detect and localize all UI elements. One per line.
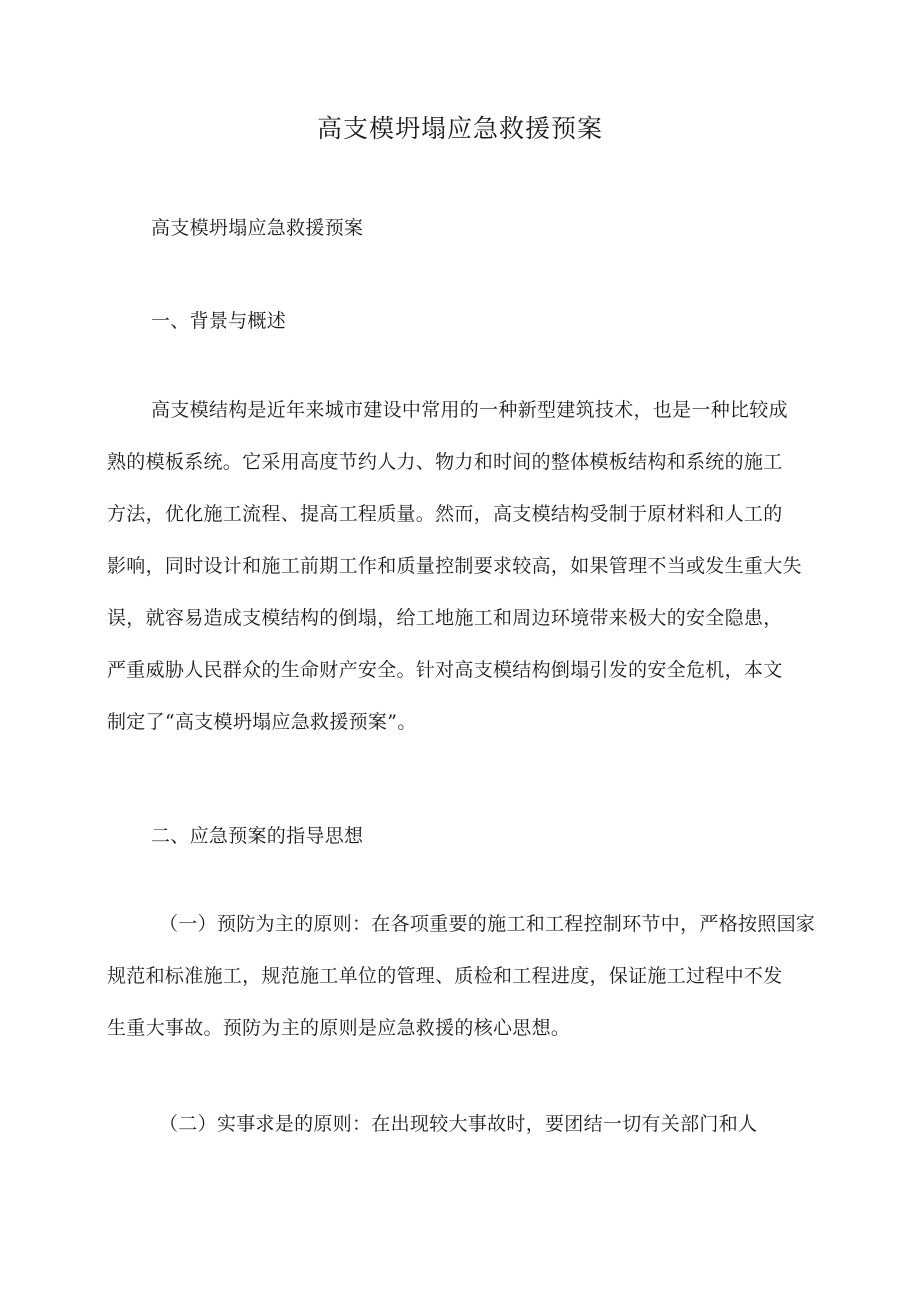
paragraph-line: 方法，优化施工流程、提高工程质量。然而，高支模结构受制于原材料和人工的	[107, 503, 783, 525]
paragraph-line: 高支模结构是近年来城市建设中常用的一种新型建筑技术，也是一种比较成	[151, 399, 788, 421]
section-heading-background: 一、背景与概述	[151, 310, 287, 332]
paragraph-line: 制定了“高支模坍塌应急救援预案”。	[107, 711, 417, 733]
subtitle-block	[107, 214, 817, 266]
document-subtitle: 高支模坍塌应急救援预案	[151, 217, 364, 239]
paragraph-line: （一）预防为主的原则：在各项重要的施工和工程控制环节中，严格按照国家	[159, 913, 816, 935]
paragraph-line: 生重大事故。预防为主的原则是应急救援的核心思想。	[107, 1017, 571, 1039]
paragraph-line: 误，就容易造成支模结构的倒塌，给工地施工和周边环境带来极大的安全隐患，	[107, 607, 783, 629]
paragraph-line: 影响，同时设计和施工前期工作和质量控制要求较高，如果管理不当或发生重大失	[107, 555, 802, 577]
paragraph-line: 熟的模板系统。它采用高度节约人力、物力和时间的整体模板结构和系统的施工	[107, 451, 783, 473]
section1-heading-block	[107, 307, 817, 359]
section2-heading-block	[107, 822, 817, 874]
section1-paragraph	[107, 396, 817, 760]
paragraph-line: （二）实事求是的原则：在出现较大事故时，要团结一切有关部门和人	[159, 1113, 758, 1135]
section-heading-guiding-ideology: 二、应急预案的指导思想	[151, 825, 364, 847]
paragraph-line: 严重威胁人民群众的生命财产安全。针对高支模结构倒塌引发的安全危机，本文	[107, 659, 783, 681]
principle2-paragraph	[107, 1110, 817, 1162]
paragraph-line: 规范和标准施工，规范施工单位的管理、质检和工程进度，保证施工过程中不发	[107, 965, 783, 987]
document-title: 高支模坍塌应急救援预案	[316, 114, 603, 143]
principle1-paragraph	[107, 910, 817, 1066]
